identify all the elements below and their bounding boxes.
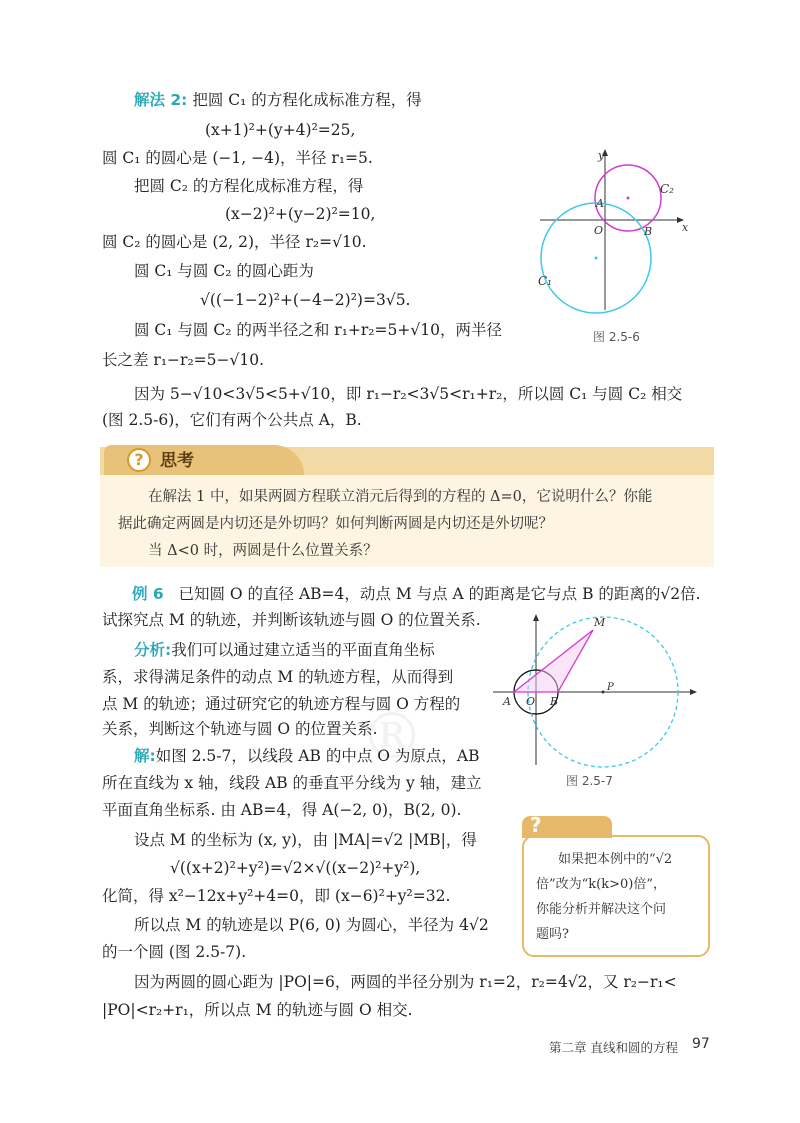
side-note-line4: 题吗?: [536, 927, 569, 942]
solution-line1: [134, 746, 479, 766]
analysis-text: 我们可以通过建立适当的平面直角坐标: [171, 641, 435, 659]
radius-sum-line: 圆 C₁ 与圆 C₂ 的两半径之和 r₁+r₂=5+√10，两半径: [134, 321, 502, 339]
c2-transform-line: 把圆 C₂ 的方程化成标准方程，得: [134, 177, 364, 195]
side-note-line1: 如果把本例中的“√2: [558, 852, 673, 867]
solution-line6: 所以点 M 的轨迹是以 P(6, 0) 为圆心，半径为 4√2: [134, 916, 489, 934]
equation-center-distance: √((−1−2)²+(−4−2)²)=3√5.: [200, 291, 411, 309]
think-title: 思考: [160, 451, 194, 471]
solution-line3: 平面直角坐标系. 由 AB=4，得 A(−2, 0)，B(2, 0).: [102, 801, 462, 819]
question-icon: ?: [127, 448, 151, 472]
side-question-icon: ?: [530, 813, 542, 837]
method2-label: 解法 2:: [134, 91, 188, 109]
figure-2-5-6: [530, 145, 710, 315]
label-c2: C₂: [660, 182, 674, 196]
analysis-line3: 点 M 的轨迹；通过研究它的轨迹方程与圆 O 方程的: [102, 695, 461, 713]
method2-line1: [134, 90, 422, 110]
solution-line4: 设点 M 的坐标为 (x, y)，由 |MA|=√2 |MB|，得: [134, 831, 477, 849]
label-x: x: [682, 221, 689, 234]
label-o: O: [594, 224, 604, 237]
center-c2: [627, 197, 630, 200]
equation-c2-standard: (x−2)²+(y−2)²=10,: [225, 205, 376, 223]
analysis-label: 分析:: [134, 641, 172, 659]
c2-center-radius: 圆 C₂ 的圆心是 (2, 2)，半径 r₂=√10.: [102, 233, 367, 251]
conclusion-line1: 因为 5−√10<3√5<5+√10，即 r₁−r₂<3√5<r₁+r₂，所以圆 C₁ 与圆 C₂ 相交: [134, 385, 683, 403]
y-axis-arrow: [533, 614, 539, 621]
equation-c1-standard: (x+1)²+(y+4)²=25,: [205, 121, 356, 139]
label-o: O: [526, 695, 536, 708]
solution-label: 解:: [134, 747, 156, 765]
label-p: P: [607, 682, 614, 693]
think-line1: 在解法 1 中，如果两圆方程联立消元后得到的方程的 Δ=0，它说明什么？你能: [148, 489, 653, 505]
analysis-line4: 关系，判断这个轨迹与圆 O 的位置关系.: [102, 720, 378, 738]
label-a: A: [596, 197, 604, 210]
think-line2: 据此确定两圆是内切还是外切吗？如何判断两圆是内切还是外切呢？: [118, 516, 553, 532]
side-note-line2: 倍”改为“k(k>0)倍”，: [536, 877, 667, 892]
figure-2-5-7-caption: 图 2.5-7: [566, 774, 613, 788]
example6-text: 已知圆 O 的直径 AB=4，动点 M 与点 A 的距离是它与点 B 的距离的√2倍.: [178, 585, 701, 603]
x-axis-arrow: [690, 689, 697, 695]
figure-2-5-7: [488, 610, 708, 770]
solution-line5: 化简，得 x²−12x+y²+4=0，即 (x−6)²+y²=32.: [102, 887, 451, 905]
example6-line1: [132, 584, 701, 604]
chapter-footer: 第二章 直线和圆的方程: [549, 1040, 678, 1055]
c1-center-radius: 圆 C₁ 的圆心是 (−1, −4)，半径 r₁=5.: [102, 149, 373, 167]
side-note-line3: 你能分析并解决这个问: [536, 902, 667, 917]
label-m: M: [594, 616, 606, 629]
analysis-line1: [134, 640, 435, 660]
page-number: 97: [692, 1036, 710, 1052]
equation-distance-ratio: √((x+2)²+y²)=√2×√((x−2)²+y²),: [170, 859, 421, 877]
publisher-watermark: ®: [360, 700, 424, 774]
solution-text: 如图 2.5-7，以线段 AB 的中点 O 为原点，AB: [155, 747, 480, 765]
figure-2-5-6-caption: 图 2.5-6: [593, 330, 640, 344]
triangle-mab: [514, 630, 593, 692]
label-y: y: [598, 149, 605, 162]
example6-line2: 试探究点 M 的轨迹，并判断该轨迹与圆 O 的位置关系.: [102, 611, 481, 629]
solution-line7: 的一个圆 (图 2.5-7).: [102, 943, 247, 961]
label-b: B: [550, 695, 559, 708]
label-a: A: [503, 695, 511, 708]
center-c1: [595, 257, 598, 260]
solution-line9: |PO|<r₂+r₁，所以点 M 的轨迹与圆 O 相交.: [102, 1001, 413, 1019]
method2-text: 把圆 C₁ 的方程化成标准方程，得: [192, 91, 422, 109]
conclusion-line2: (图 2.5-6)，它们有两个公共点 A，B.: [102, 411, 362, 429]
radius-diff-line: 长之差 r₁−r₂=5−√10.: [102, 351, 265, 369]
solution-line2: 所在直线为 x 轴，线段 AB 的垂直平分线为 y 轴，建立: [102, 774, 482, 792]
center-distance-line: 圆 C₁ 与圆 C₂ 的圆心距为: [134, 262, 314, 280]
label-c1: C₁: [538, 274, 552, 288]
analysis-line2: 系，求得满足条件的动点 M 的轨迹方程，从而得到: [102, 668, 454, 686]
point-p: [602, 691, 605, 694]
think-line3: 当 Δ<0 时，两圆是什么位置关系？: [148, 543, 378, 559]
label-b: B: [644, 225, 653, 238]
solution-line8: 因为两圆的圆心距为 |PO|=6，两圆的半径分别为 r₁=2，r₂=4√2，又 r₂−r₁<: [134, 973, 677, 991]
example6-label: 例 6: [132, 585, 164, 603]
